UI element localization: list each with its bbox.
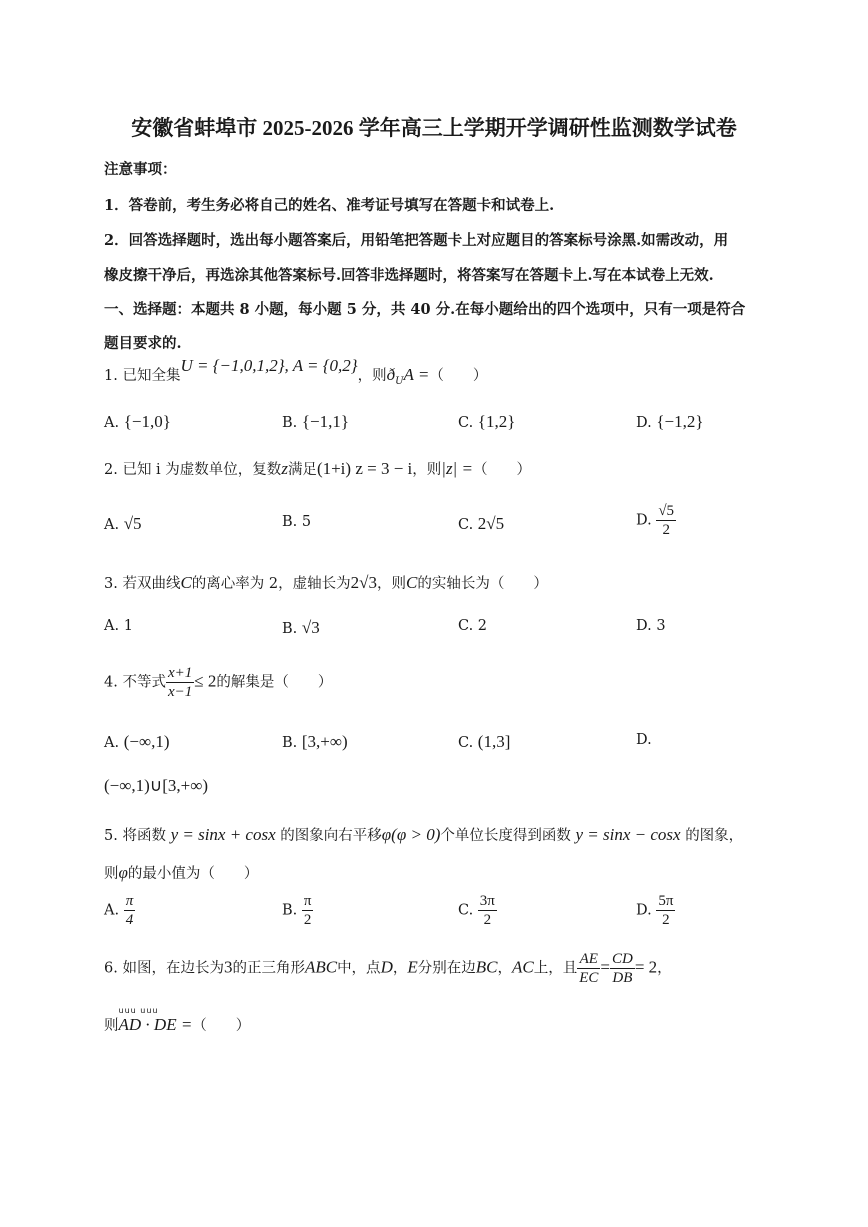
- option-fraction: [656, 502, 676, 539]
- fraction-denominator: DB: [612, 970, 633, 986]
- q3-value: 2√3: [350, 573, 377, 592]
- q6-mid3: ，: [392, 960, 408, 977]
- q1-complement-sub: U: [395, 375, 404, 387]
- option-label: A.: [104, 735, 120, 751]
- fraction-numerator: √5: [658, 503, 675, 519]
- q6-mid2: 中，点: [337, 960, 381, 977]
- question-6-stem-line-2: [104, 1006, 251, 1035]
- q5-mid: 的图象向右平移: [280, 828, 382, 844]
- q1-option-b[interactable]: [282, 412, 349, 432]
- q4-option-d-value[interactable]: [104, 776, 208, 796]
- q6-line2-prefix: 则: [104, 1018, 119, 1034]
- fraction-denominator: 2: [662, 522, 670, 538]
- notice-heading: 注意事项：: [104, 161, 177, 178]
- option-label: B.: [282, 735, 298, 751]
- q4-prefix: 4. 不等式: [104, 674, 166, 691]
- section-1-heading-line-1: 一、选择题：本题共 8 小题，每小题 5 分，共 40 分.在每小题给出的四个选项中，只有一项是符合: [104, 301, 746, 318]
- q3-mid: 的离心率为 2，虚轴长为: [191, 576, 351, 592]
- q6-mid4: 分别在边: [417, 960, 476, 977]
- page-title: 安徽省蚌埠市 2025-2026 学年高三上学期开学调研性监测数学试卷: [131, 116, 737, 140]
- q2-z: z: [281, 459, 288, 478]
- question-1-stem: [104, 356, 488, 387]
- q1-mid: ，则: [357, 368, 387, 384]
- q2-equation: (1+i) z = 3 − i: [316, 459, 413, 478]
- question-5-stem: [104, 824, 743, 845]
- q4-relation: ≤ 2: [194, 671, 217, 691]
- q2-prefix: 2. 已知 i 为虚数单位，复数: [104, 462, 282, 478]
- q3-option-b[interactable]: [282, 618, 320, 638]
- option-label: D.: [636, 902, 652, 919]
- q5-prefix: 5. 将函数: [104, 828, 166, 844]
- q3-mid2: ，则: [376, 576, 406, 592]
- q6-side-length: 3: [223, 957, 233, 977]
- q3-option-d[interactable]: [636, 618, 666, 634]
- option-label: A.: [104, 517, 120, 533]
- q5-option-b[interactable]: [282, 892, 313, 929]
- option-value: {−1,0}: [123, 412, 171, 431]
- q5-option-a[interactable]: [104, 892, 135, 929]
- option-value: √5: [123, 514, 142, 533]
- option-value: (1,3]: [477, 732, 511, 751]
- fraction-numerator: x+1: [167, 665, 193, 681]
- option-label: A. 1: [104, 618, 133, 634]
- q6-mid: 的正三角形: [232, 960, 305, 977]
- q1-prefix: 1. 已知全集: [104, 368, 181, 384]
- q4-option-b[interactable]: [282, 732, 348, 752]
- option-fraction: [478, 892, 497, 929]
- fraction-denominator: 2: [483, 912, 492, 928]
- q6-mid6: 上，且: [533, 960, 578, 977]
- q6-fraction-1: [577, 950, 600, 987]
- fraction-numerator: AE: [577, 950, 600, 969]
- q5-line2-phi: φ: [118, 863, 128, 882]
- q6-equals: =: [600, 957, 610, 977]
- q1-complement-symbol: ð: [386, 365, 396, 384]
- q3-c: C: [180, 573, 192, 592]
- option-label: C.: [458, 415, 474, 431]
- q6-vector-product: AD · DE =: [118, 1015, 193, 1034]
- q5-option-d[interactable]: [636, 892, 675, 929]
- q2-suffix: （ ）: [472, 462, 531, 478]
- fraction-denominator: EC: [579, 970, 599, 986]
- q5-function-1: y = sinx + cosx: [170, 825, 276, 844]
- fraction-numerator: 3π: [479, 893, 495, 909]
- q2-mid: 满足: [287, 462, 317, 478]
- fraction-numerator: 5π: [658, 893, 674, 909]
- question-3-stem: [104, 572, 548, 593]
- question-4-stem: [104, 664, 332, 701]
- fraction-denominator: 2: [303, 912, 312, 928]
- q3-option-c[interactable]: [458, 618, 487, 634]
- q5-option-c[interactable]: [458, 892, 497, 929]
- option-label: C.: [458, 902, 474, 919]
- option-label: A.: [104, 415, 120, 431]
- q6-triangle: ABC: [304, 957, 338, 977]
- q6-fraction-2: [610, 950, 635, 987]
- q2-option-d[interactable]: [636, 502, 676, 539]
- fraction-numerator: π: [125, 893, 134, 909]
- q1-option-c[interactable]: [458, 412, 515, 432]
- fraction-denominator: 4: [125, 912, 134, 928]
- q4-option-c[interactable]: [458, 732, 510, 752]
- q2-option-c[interactable]: [458, 514, 504, 534]
- q6-equals-2: = 2: [634, 957, 658, 977]
- q6-prefix: 6. 如图，在边长为: [104, 960, 224, 977]
- option-label: C.: [458, 517, 474, 533]
- option-label: A.: [104, 902, 120, 919]
- option-fraction: [656, 892, 675, 929]
- fraction-denominator: x−1: [167, 684, 193, 700]
- question-2-stem: [104, 458, 531, 479]
- q5-line2-prefix: 则: [104, 866, 119, 882]
- q6-side-bc: BC: [475, 957, 498, 977]
- q4-option-a[interactable]: [104, 732, 169, 752]
- question-5-stem-line-2: [104, 862, 258, 883]
- q1-suffix: （ ）: [429, 368, 488, 384]
- q6-line2-suffix: （ ）: [192, 1018, 251, 1034]
- vector-arrows: uuu uuu: [118, 1006, 159, 1015]
- fraction-numerator: CD: [611, 951, 633, 967]
- option-label: C. 2: [458, 618, 488, 634]
- q1-math-sets: U = {−1,0,1,2}, A = {0,2}: [180, 356, 358, 375]
- fraction-numerator: π: [303, 893, 312, 909]
- q3-c2: C: [405, 573, 418, 592]
- q5-suffix: 的图象，: [685, 828, 744, 844]
- q5-line2-suffix: 的最小值为（ ）: [127, 866, 259, 882]
- q4-option-d[interactable]: [636, 732, 652, 748]
- q3-option-a[interactable]: [104, 618, 133, 634]
- q6-point-d: D: [380, 957, 393, 977]
- q2-mid2: ，则: [412, 462, 442, 478]
- q6-tail: ，: [657, 960, 672, 977]
- q5-phi: φ(φ > 0): [381, 825, 441, 844]
- q6-side-ac: AC: [511, 957, 534, 977]
- section-1-heading-line-2: 题目要求的.: [104, 335, 182, 352]
- option-value: {1,2}: [477, 412, 516, 431]
- q6-vector-expression: [118, 1006, 193, 1035]
- option-label: D.: [636, 512, 652, 529]
- q2-option-b[interactable]: [282, 514, 311, 530]
- option-label: D.: [636, 732, 652, 748]
- q3-suffix: 的实轴长为（ ）: [417, 576, 548, 592]
- option-label: D. 3: [636, 618, 666, 634]
- option-label: D.: [636, 415, 652, 431]
- option-label: C.: [458, 735, 474, 751]
- option-value: (−∞,1): [123, 732, 170, 751]
- option-label: B.: [282, 902, 298, 919]
- option-value: 2√5: [477, 514, 505, 533]
- option-label: B.: [282, 415, 298, 431]
- option-label: B. 5: [282, 514, 312, 530]
- q3-prefix: 3. 若双曲线: [104, 576, 181, 592]
- option-fraction: [302, 892, 314, 929]
- notice-item-2-line-2: 橡皮擦干净后，再选涂其他答案标号.回答非选择题时，将答案写在答题卡上.写在本试卷上无效.: [104, 267, 714, 284]
- q5-mid2: 个单位长度得到函数: [440, 828, 571, 844]
- option-value: {−1,1}: [301, 412, 350, 431]
- q4-fraction: [166, 664, 194, 701]
- q1-option-a[interactable]: [104, 412, 171, 432]
- fraction-denominator: 2: [662, 912, 670, 928]
- q5-function-2: y = sinx − cosx: [575, 825, 681, 844]
- q6-mid5: ，: [497, 960, 512, 977]
- notice-item-2-line-1: 2．回答选择题时，选出每小题答案后，用铅笔把答题卡上对应题目的答案标号涂黑.如需改动，用: [104, 232, 729, 249]
- q4-suffix: 的解集是（ ）: [216, 674, 333, 691]
- option-value: {−1,2}: [656, 412, 704, 431]
- option-fraction: [124, 892, 136, 929]
- q1-math-a: A =: [403, 365, 430, 384]
- option-value: √3: [301, 618, 320, 637]
- q2-option-a[interactable]: [104, 514, 142, 534]
- q1-option-d[interactable]: [636, 412, 704, 432]
- option-label: B.: [282, 621, 298, 637]
- q2-abs-z: |z| =: [441, 459, 473, 478]
- notice-item-1: 1．答卷前，考生务必将自己的姓名、准考证号填写在答题卡和试卷上.: [104, 197, 555, 214]
- q6-point-e: E: [407, 957, 418, 977]
- option-value: (−∞,1)∪[3,+∞): [104, 776, 209, 795]
- option-value: [3,+∞): [301, 732, 348, 751]
- question-6-stem: [104, 950, 672, 987]
